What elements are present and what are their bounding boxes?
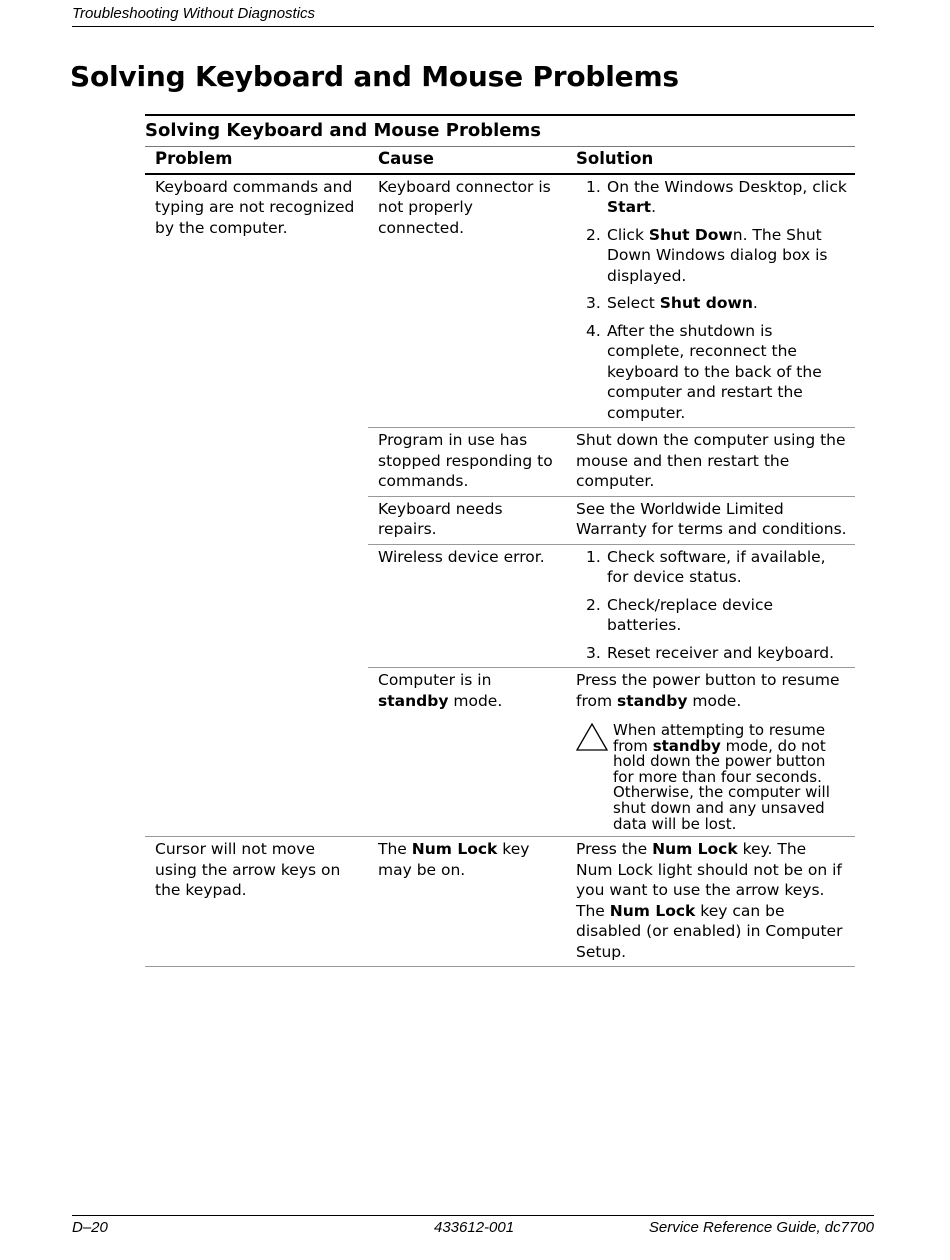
solution-cell: See the Worldwide Limited Warranty for terms and conditions. — [566, 496, 855, 544]
guide-title: Service Reference Guide, dc7700 — [648, 1219, 874, 1236]
table-row — [145, 174, 855, 428]
solution-cell — [566, 544, 855, 668]
cause-cell: Wireless device error. — [368, 544, 566, 668]
caution-triangle-icon — [576, 723, 608, 751]
solution-steps — [576, 177, 847, 424]
column-header-cause: Cause — [368, 147, 566, 174]
running-header: Troubleshooting Without Diagnostics — [72, 5, 874, 27]
list-item: 1. Check software, if available, for device status. — [586, 547, 826, 586]
problem-table — [145, 147, 855, 967]
list-item: 2. Click Shut Down. The Shut Down Windows dialog box is displayed. — [586, 225, 828, 285]
list-item: 1. On the Windows Desktop, click Start. — [586, 177, 847, 216]
problem-cell: Keyboard commands and typing are not recognized by the computer. — [145, 174, 368, 837]
list-item: 2. Check/replace device batteries. — [586, 595, 774, 634]
solution-steps — [576, 547, 847, 664]
solution-cell: Shut down the computer using the mouse and then restart the computer. — [566, 428, 855, 497]
page-title: Solving Keyboard and Mouse Problems — [70, 60, 679, 93]
problem-cell: Cursor will not move using the arrow keys on the keypad. — [145, 837, 368, 967]
solution-cell: Press the Num Lock key. The Num Lock light should not be on if you want to use the arrow keys. The Num Lock key can be disabled (or enabled) in Computer Setup. — [566, 837, 855, 967]
troubleshooting-table — [145, 114, 855, 967]
list-item: 3. Select Shut down. — [586, 294, 758, 312]
part-number: 433612-001 — [434, 1219, 515, 1236]
table-row — [145, 837, 855, 967]
page-footer — [72, 1215, 874, 1236]
cause-cell: Keyboard connector is not properly connected. — [368, 174, 566, 428]
column-header-problem: Problem — [145, 147, 368, 174]
solution-cell — [566, 174, 855, 428]
solution-text: Press the power button to resume from standby mode. — [576, 671, 840, 710]
cause-cell: The Num Lock key may be on. — [368, 837, 566, 967]
list-item: 3. Reset receiver and keyboard. — [586, 643, 835, 662]
table-header-row — [145, 147, 855, 174]
column-header-solution: Solution — [566, 147, 855, 174]
cause-cell: Program in use has stopped responding to commands. — [368, 428, 566, 497]
cause-cell: Computer is in standby mode. — [368, 668, 566, 837]
caution-note: When attempting to resume from standby mode, do not hold down the power button for more than four seconds. Otherwise, the computer will shut down and any unsaved data will be lost. — [576, 723, 847, 832]
list-item: 4. After the shutdown is complete, reconnect the keyboard to the back of the computer and restart the computer. — [586, 321, 822, 422]
table-caption: Solving Keyboard and Mouse Problems — [145, 116, 855, 147]
solution-cell — [566, 668, 855, 837]
page-number: D–20 — [72, 1219, 108, 1236]
cause-cell: Keyboard needs repairs. — [368, 496, 566, 544]
